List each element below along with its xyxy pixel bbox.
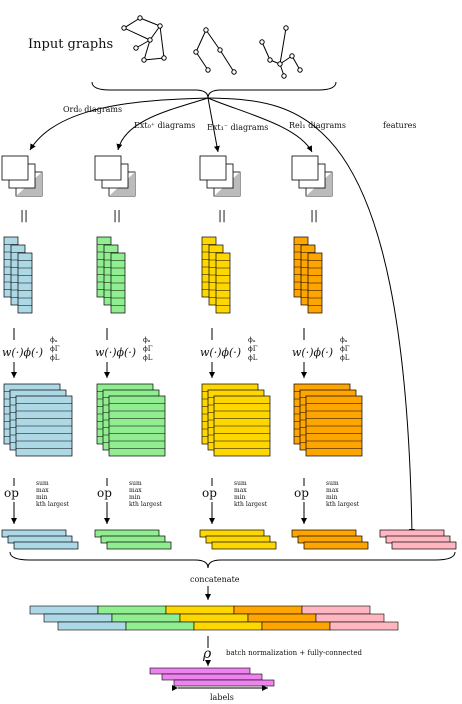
op-name: sum [129, 480, 142, 487]
branch-label-ext1minus: Ext₁⁻ diagrams [207, 123, 269, 132]
op-name: min [326, 494, 338, 501]
graph-edge [124, 18, 140, 28]
phi-label: ϕₐ [143, 336, 151, 344]
branch-label-ord0: Ord₀ diagrams [63, 105, 123, 114]
concat-segment [262, 622, 330, 630]
phi-label: ϕΓ [143, 345, 153, 353]
concat-segment [330, 622, 398, 630]
weight-expression: w(·)ϕ(·) [95, 346, 137, 359]
graph-node [142, 58, 146, 62]
op-label: op [202, 486, 217, 500]
graph-edge [220, 50, 234, 72]
concat-segment [248, 614, 316, 622]
graph-node [232, 70, 236, 74]
graph-edge [196, 52, 208, 70]
graph-node [282, 74, 286, 78]
concat-segment [302, 606, 370, 614]
concat-segment [234, 606, 302, 614]
input-graphs-label: Input graphs [28, 37, 114, 52]
diagram-card [292, 156, 318, 180]
op-name: min [129, 494, 141, 501]
equals-sign: || [20, 208, 29, 222]
graph-node [290, 54, 294, 58]
op-name: max [234, 487, 247, 494]
op-name: kth largest [129, 501, 163, 508]
op-name: kth largest [234, 501, 268, 508]
op-name: sum [234, 480, 247, 487]
concat-segment [316, 614, 384, 622]
concatenated-vectors [30, 606, 398, 630]
concat-segment [180, 614, 248, 622]
concat-segment [98, 606, 166, 614]
op-label: op [4, 486, 19, 500]
op-name: min [36, 494, 48, 501]
concat-brace [10, 552, 455, 568]
graph-edge [196, 30, 206, 52]
output-vector [174, 680, 274, 686]
op-label: op [97, 486, 112, 500]
output-vector [150, 668, 250, 674]
graphs-brace [92, 82, 336, 98]
graph-node [162, 56, 166, 60]
graph-edge [280, 28, 286, 64]
graph-edge [124, 28, 150, 40]
output-vector [162, 674, 262, 680]
phi-label: ϕL [340, 354, 350, 362]
graph-node [278, 62, 282, 66]
concatenate-label: concatenate [190, 575, 240, 584]
graph-edge [262, 42, 270, 60]
concat-segment [166, 606, 234, 614]
op-label: op [294, 486, 309, 500]
graph-node [204, 28, 208, 32]
branch-label-ext0plus: Ext₀⁺ diagrams [134, 121, 196, 130]
branch-column [292, 156, 368, 549]
op-name: max [326, 487, 339, 494]
labels-label: labels [210, 693, 234, 702]
graph-node [194, 50, 198, 54]
op-name: max [129, 487, 142, 494]
graph-node [158, 24, 162, 28]
concat-segment [112, 614, 180, 622]
rho-description: batch normalization + fully-connected [226, 649, 362, 657]
concat-segment [126, 622, 194, 630]
weight-expression: w(·)ϕ(·) [292, 346, 334, 359]
phi-label: ϕΓ [340, 345, 350, 353]
phi-label: ϕₐ [340, 336, 348, 344]
op-name: sum [326, 480, 339, 487]
pooled-vector [212, 542, 276, 549]
pooled-vector [304, 542, 368, 549]
phi-label: ϕΓ [248, 345, 258, 353]
feature-vector [392, 542, 456, 549]
graph-node [148, 38, 152, 42]
op-name: min [234, 494, 246, 501]
pooled-vector [107, 542, 171, 549]
graph-node [268, 58, 272, 62]
rho-label: ρ [203, 646, 212, 662]
graph-node [284, 26, 288, 30]
phi-label: ϕL [143, 354, 153, 362]
branch-columns [2, 156, 456, 549]
op-name: max [36, 487, 49, 494]
op-name: sum [36, 480, 49, 487]
diagram-card [200, 156, 226, 180]
graph-node [298, 68, 302, 72]
op-name: kth largest [36, 501, 70, 508]
graph-edge [140, 18, 160, 26]
concat-segment [194, 622, 262, 630]
phi-label: ϕₐ [248, 336, 256, 344]
equals-sign: || [218, 208, 227, 222]
graph-node [122, 26, 126, 30]
diagram-card [95, 156, 121, 180]
branch-label-rel1: Rel₁ diagrams [289, 121, 346, 130]
branch-column [2, 156, 78, 549]
concat-segment [58, 622, 126, 630]
op-name: kth largest [326, 501, 360, 508]
pooled-vector [14, 542, 78, 549]
phi-label: ϕₐ [50, 336, 58, 344]
graph-edge [160, 26, 164, 58]
phi-label: ϕL [248, 354, 258, 362]
phi-label: ϕL [50, 354, 60, 362]
weight-expression: w(·)ϕ(·) [200, 346, 242, 359]
graph-node [206, 68, 210, 72]
features-label: features [383, 121, 417, 130]
concat-segment [30, 606, 98, 614]
diagram-card [2, 156, 28, 180]
branch-column [200, 156, 276, 549]
branch-column [95, 156, 171, 549]
weight-expression: w(·)ϕ(·) [2, 346, 44, 359]
graph-edge [206, 30, 220, 50]
equals-sign: || [113, 208, 122, 222]
input-graphs [122, 16, 302, 78]
graph-node [218, 48, 222, 52]
equals-sign: || [310, 208, 319, 222]
graph-node [260, 40, 264, 44]
output-vectors [150, 668, 274, 686]
graph-edge [144, 58, 164, 60]
graph-node [138, 16, 142, 20]
graph-node [134, 46, 138, 50]
phi-label: ϕΓ [50, 345, 60, 353]
concat-segment [44, 614, 112, 622]
